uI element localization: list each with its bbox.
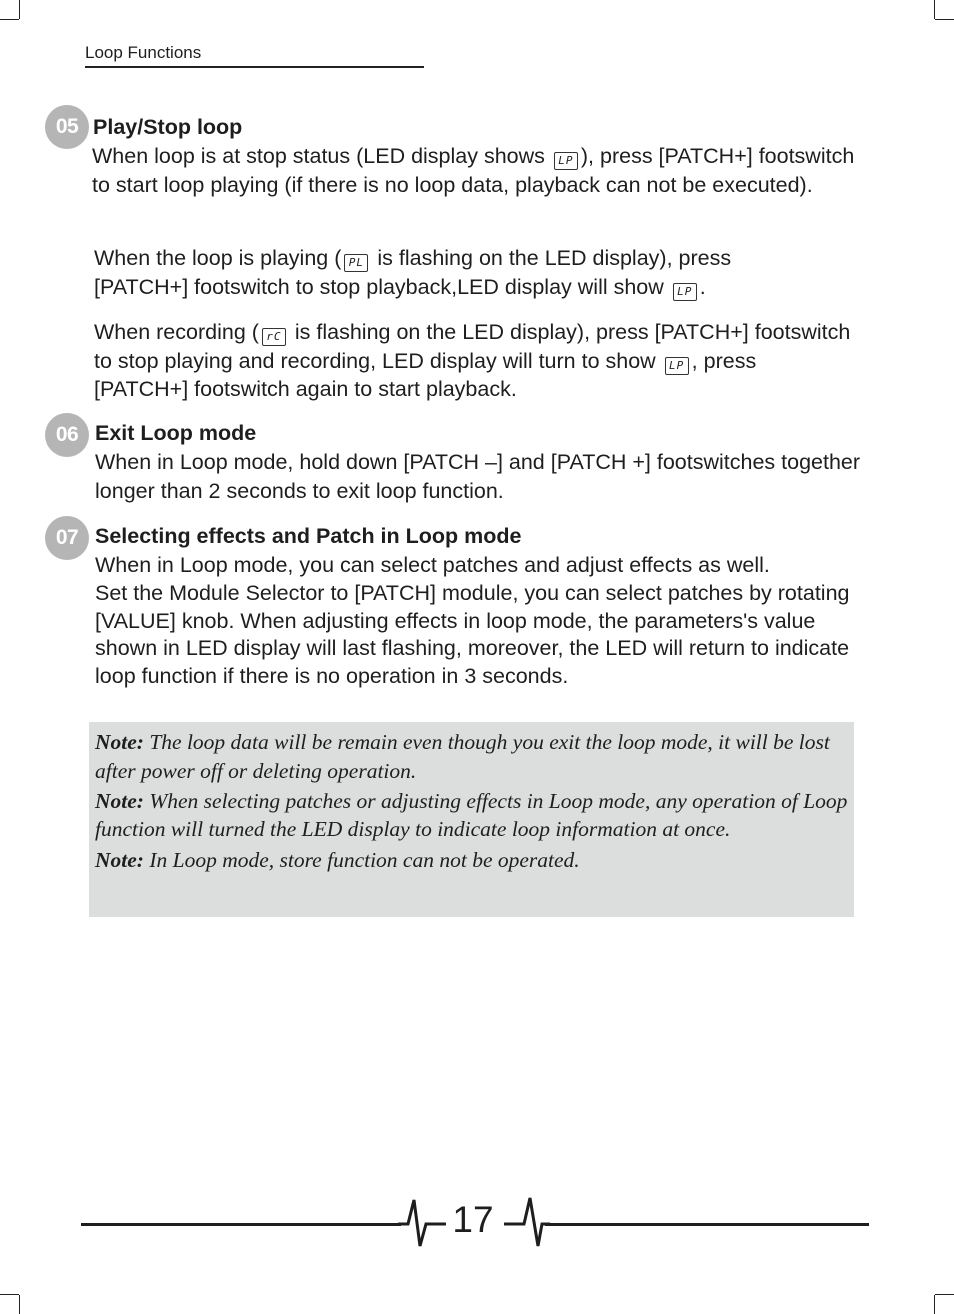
- waveform-right-icon: [500, 1192, 560, 1252]
- crop-mark-top-left-v: [19, 0, 20, 19]
- section-number-badge: 05: [45, 105, 89, 149]
- led-play-icon: PL: [344, 254, 368, 272]
- section-title: Exit Loop mode: [95, 421, 257, 445]
- section-paragraph: Set the Module Selector to [PATCH] module, you can select patches by rotating [VALUE] knob. When adjusting effects in loop mode, the parameters's value shown in LED display will last flashing, moreover, the LED will return to indicate loop function if there is no operation in 3 seconds.: [95, 581, 850, 688]
- running-header-title: Loop Functions: [85, 43, 202, 62]
- footer-rule-left: [81, 1223, 401, 1226]
- running-header: [85, 42, 424, 68]
- note-text: When selecting patches or adjusting effects in Loop mode, any operation of Loop function will turned the LED display to indicate loop information at once.: [95, 789, 848, 841]
- crop-mark-top-right-h: [935, 19, 954, 20]
- section-paragraph: When loop is at stop status (LED display shows LP ), press [PATCH+] footswitch to start loop playing (if there is no loop data, playback can not be executed).: [92, 144, 855, 197]
- section-number-badge: 07: [45, 516, 89, 560]
- notes-box: [89, 722, 854, 917]
- note-item: [95, 788, 848, 843]
- crop-mark-bottom-left-v: [19, 1295, 20, 1314]
- led-loop-icon: LP: [554, 152, 578, 170]
- note-label: Note:: [95, 848, 144, 872]
- section-paragraph: When recording ( rC is flashing on the LED display), press [PATCH+] footswitch to stop playing and recording, LED display will turn to show LP , press [PATCH+] footswitch again to start playback.: [94, 320, 851, 401]
- section-paragraph: When in Loop mode, hold down [PATCH –] and [PATCH +] footswitches together longer than 2 seconds to exit loop function.: [95, 450, 861, 503]
- crop-mark-bottom-right-v: [934, 1295, 935, 1314]
- section-number-badge: 06: [45, 413, 89, 457]
- crop-mark-bottom-right-h: [935, 1294, 954, 1295]
- note-label: Note:: [95, 789, 144, 813]
- note-text: The loop data will be remain even though you exit the loop mode, it will be lost after power off or deleting operation.: [95, 730, 830, 783]
- led-loop-icon: LP: [665, 357, 689, 375]
- crop-mark-top-left-h: [0, 19, 19, 20]
- footer-rule-right: [545, 1223, 869, 1226]
- section-paragraph: When in Loop mode, you can select patches and adjust effects as well.: [95, 553, 770, 577]
- section-paragraph: When the loop is playing ( PL is flashing on the LED display), press [PATCH+] footswitch to stop playback,LED display will show LP .: [94, 246, 732, 299]
- section-title: Play/Stop loop: [93, 115, 243, 139]
- crop-mark-top-right-v: [934, 0, 935, 19]
- page-number: 17: [452, 1199, 494, 1240]
- led-loop-icon: LP: [673, 283, 697, 301]
- note-item: [95, 728, 848, 785]
- note-label: Note:: [95, 730, 144, 754]
- led-record-icon: rC: [262, 328, 286, 346]
- section-title: Selecting effects and Patch in Loop mode: [95, 524, 522, 548]
- note-item: [95, 846, 848, 875]
- note-text: In Loop mode, store function can not be operated.: [143, 848, 580, 872]
- crop-mark-bottom-left-h: [0, 1294, 19, 1295]
